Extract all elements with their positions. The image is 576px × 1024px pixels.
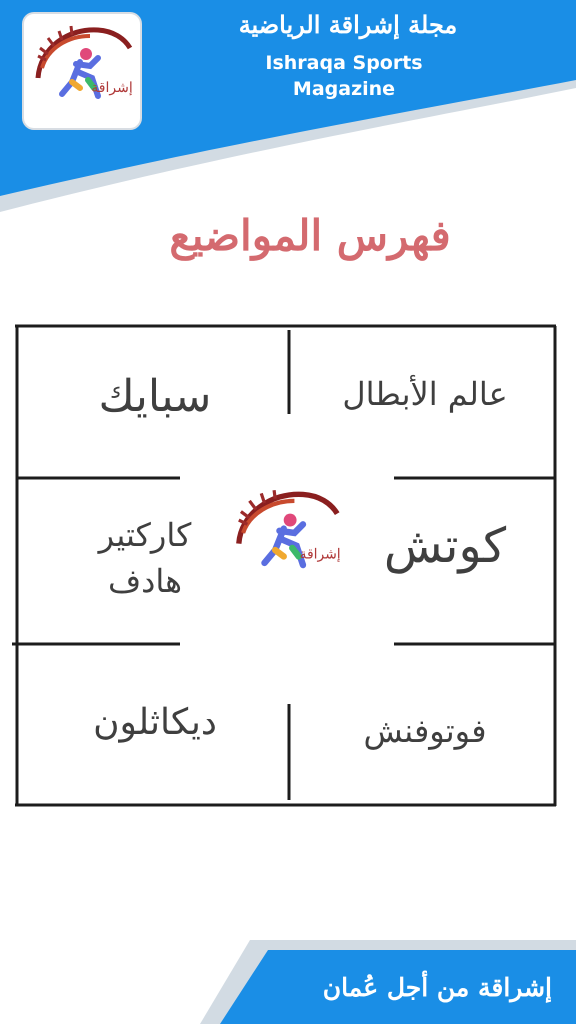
svg-text:إشراقة: إشراقة — [299, 546, 341, 563]
topic-caricature-line1: كاركتير — [98, 516, 192, 554]
topic-spike[interactable]: سبايك — [98, 371, 212, 422]
topic-purposeful-caricature[interactable] — [50, 512, 240, 612]
topic-caricature-line2: هادف — [107, 562, 183, 600]
page-title: فهرس المواضيع — [169, 211, 451, 260]
runner-logo-icon — [28, 18, 136, 124]
topic-decathlon[interactable]: ديكاثلون — [93, 702, 217, 743]
topic-photo-finish[interactable]: فوتوفنش — [363, 712, 487, 750]
app-logo[interactable] — [22, 12, 142, 130]
header-title-arabic: مجلة إشراقة الرياضية — [238, 10, 458, 39]
runner-logo-icon — [228, 488, 348, 580]
center-logo — [228, 488, 348, 584]
topic-champions-world[interactable]: عالم الأبطال — [342, 375, 508, 413]
svg-text:إشراقة: إشراقة — [91, 80, 133, 96]
footer-slogan: إشراقة من أجل عُمان — [322, 973, 552, 1002]
header-title-english: Ishraqa Sports Magazine — [265, 52, 423, 100]
topic-coach[interactable]: كوتش — [383, 518, 507, 574]
